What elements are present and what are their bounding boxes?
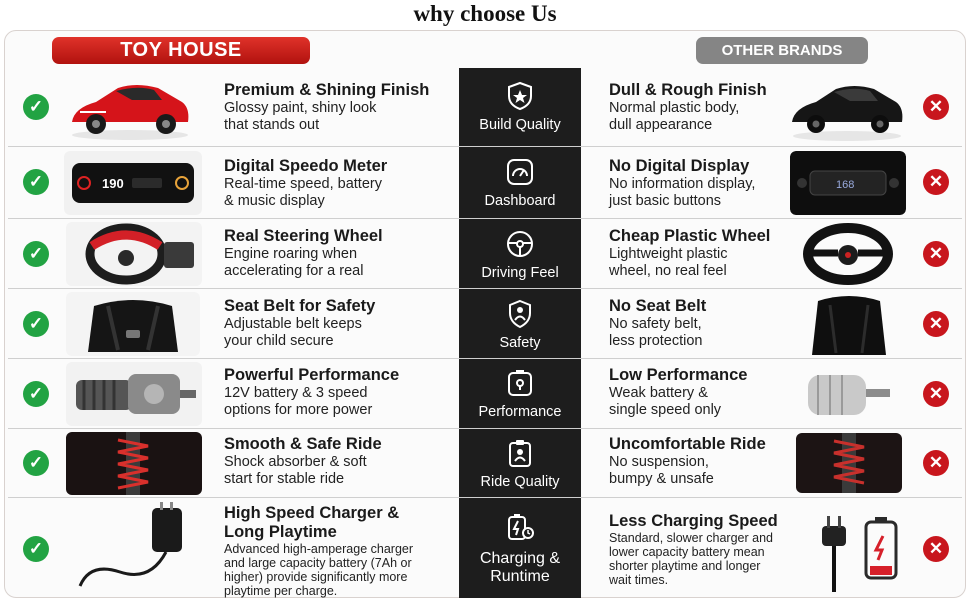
category-label: Driving Feel [481,265,559,281]
feature-desc-line: start for stable ride [224,471,345,487]
feature-title: Real Steering Wheel [224,227,383,245]
feature-desc-line: accelerating for a real [224,263,364,279]
small-motor-image [800,363,900,425]
comparison-row-ride-quality [0,429,970,498]
category-label: Dashboard [484,193,556,209]
red-steering-wheel-image [66,222,202,286]
check-icon: ✓ [23,241,49,267]
cross-icon: ✕ [923,241,949,267]
feature-desc-line: less protection [609,333,703,349]
feature-title: Premium & Shining Finish [224,81,430,99]
category-label: Ride Quality [480,474,560,490]
feature-desc-line: and large capacity battery (7Ah or [224,556,412,570]
toy-house-feature [224,435,452,488]
feature-desc-line: Glossy paint, shiny look [224,100,377,116]
feature-desc-line: higher) provide significantly more [224,570,408,584]
plastic-steering-wheel-image [800,223,896,285]
feature-title: Cheap Plastic Wheel [609,227,771,245]
check-icon: ✓ [23,94,49,120]
feature-desc-line: your child secure [224,333,334,349]
category-safety [459,299,581,352]
toy-house-feature [224,81,452,134]
check-icon: ✓ [23,311,49,337]
other-brands-badge: OTHER BRANDS [696,37,868,64]
category-charging-runtime [459,512,581,586]
feature-desc-line: lower capacity battery mean [609,545,765,559]
feature-desc-line: that stands out [224,117,320,133]
toy-house-badge: TOY HOUSE [52,37,310,64]
feature-desc-line: Engine roaring when [224,246,358,262]
toy-house-feature [224,157,452,210]
feature-desc-line: & music display [224,193,325,209]
category-driving-feel [459,229,581,282]
other-brand-feature [609,512,809,587]
red-car-image [66,72,194,142]
battery-lock-icon [505,368,535,398]
display-readout: 168 [836,179,855,191]
feature-title: No Seat Belt [609,297,707,315]
feature-title: Long Playtime [224,523,337,541]
feature-desc-line: wait times. [609,573,669,587]
dashboard-gauge-icon [505,157,535,187]
feature-title: High Speed Charger & [224,504,400,522]
check-icon: ✓ [23,450,49,476]
cross-icon: ✕ [923,311,949,337]
feature-desc-line: playtime per charge. [224,584,338,598]
feature-desc-line: just basic buttons [609,193,722,209]
shock-absorber-image [66,432,202,495]
feature-title: Seat Belt for Safety [224,297,376,315]
category-label: Safety [499,335,541,351]
seat-belt-image [66,292,200,356]
feature-desc-line: Weak battery & [609,385,708,401]
feature-title: Powerful Performance [224,366,400,384]
black-car-image [788,74,906,142]
feature-desc-line: wheel, no real feel [609,263,727,279]
plug-and-low-battery-image [812,512,904,592]
feature-desc-line: single speed only [609,402,722,418]
comparison-row-safety [0,289,970,359]
safety-person-icon [505,299,535,329]
comparison-row-driving-feel [0,219,970,289]
category-label: Charging & Runtime [479,550,561,585]
feature-title: Uncomfortable Ride [609,435,766,453]
comparison-row-performance [0,359,970,429]
basic-display-image [790,151,906,215]
cross-icon: ✕ [923,381,949,407]
feature-desc-line: bumpy & unsafe [609,471,714,487]
toy-house-feature [224,297,452,350]
feature-desc-line: No information display, [609,176,756,192]
category-performance [459,368,581,421]
toy-house-feature [224,504,454,598]
feature-desc-line: dull appearance [609,117,713,133]
comparison-row-build-quality [0,68,970,147]
check-icon: ✓ [23,536,49,562]
check-icon: ✓ [23,169,49,195]
feature-desc-line: Normal plastic body, [609,100,740,116]
category-label: Performance [478,404,562,420]
feature-desc-line: Lightweight plastic [609,246,728,262]
steering-wheel-icon [505,229,535,259]
category-label: Build Quality [479,117,561,133]
digital-speedometer-image [64,151,202,215]
toy-house-feature [224,227,452,280]
feature-desc-line: No suspension, [609,454,709,470]
feature-desc-line: options for more power [224,402,373,418]
feature-desc-line: Advanced high-amperage charger [224,542,414,556]
feature-desc-line: Adjustable belt keeps [224,316,362,332]
feature-desc-line: Shock absorber & soft [224,454,367,470]
cross-icon: ✕ [923,169,949,195]
feature-title: Dull & Rough Finish [609,81,767,99]
feature-title: Smooth & Safe Ride [224,435,382,453]
feature-title: Less Charging Speed [609,512,778,530]
clipboard-person-icon [505,438,535,468]
feature-desc-line: shorter playtime and longer [609,559,761,573]
feature-title: Digital Speedo Meter [224,157,388,175]
check-icon: ✓ [23,381,49,407]
category-dashboard [459,157,581,210]
feature-desc-line: Standard, slower charger and [609,531,773,545]
feature-desc-line: No safety belt, [609,316,702,332]
feature-desc-line: Real-time speed, battery [224,176,382,192]
comparison-row-dashboard [0,147,970,219]
gear-motor-image [66,362,202,426]
shield-star-icon [505,81,535,111]
battery-clock-icon [505,512,535,542]
feature-title: Low Performance [609,366,748,384]
feature-desc-line: 12V battery & 3 speed [224,385,368,401]
charger-adapter-image [60,502,200,594]
basic-spring-image [796,433,902,493]
toy-house-feature [224,366,452,419]
category-ride-quality [459,438,581,491]
speed-readout: 190 [102,176,124,191]
feature-title: No Digital Display [609,157,750,175]
page-title: why choose Us [413,1,557,26]
category-build-quality [459,81,581,134]
plain-seat-image [796,293,902,355]
cross-icon: ✕ [923,94,949,120]
comparison-row-charging [0,498,970,598]
cross-icon: ✕ [923,450,949,476]
cross-icon: ✕ [923,536,949,562]
